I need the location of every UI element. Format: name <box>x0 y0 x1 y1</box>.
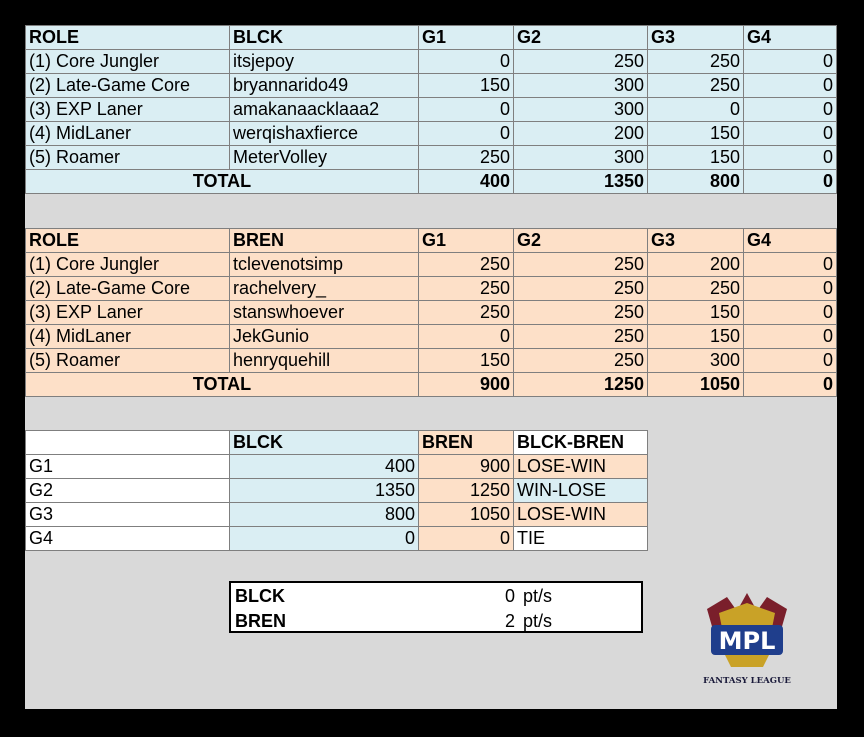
g2-cell: 250 <box>514 50 648 74</box>
blck-score-cell: 400 <box>230 455 419 479</box>
table-row <box>26 50 837 74</box>
role-cell: (4) MidLaner <box>26 325 230 349</box>
g3-cell: 150 <box>648 301 744 325</box>
logo-caption-text: FANTASY LEAGUE <box>703 676 791 686</box>
total-g4: 0 <box>744 373 837 397</box>
g3-cell: 0 <box>648 98 744 122</box>
role-cell: (2) Late-Game Core <box>26 74 230 98</box>
header-g4: G4 <box>744 26 837 50</box>
header-team: BLCK <box>230 26 419 50</box>
header-g1: G1 <box>419 229 514 253</box>
g1-cell: 150 <box>419 74 514 98</box>
g4-cell: 0 <box>744 122 837 146</box>
table-row <box>26 325 837 349</box>
comparison-row <box>26 527 648 551</box>
header-g3: G3 <box>648 229 744 253</box>
logo-base-icon <box>725 655 769 667</box>
blck-score-cell: 0 <box>230 527 419 551</box>
g4-cell: 0 <box>744 349 837 373</box>
points-summary-box <box>229 581 643 633</box>
comparison-row <box>26 455 648 479</box>
blck-score-cell: 800 <box>230 503 419 527</box>
g4-cell: 0 <box>744 253 837 277</box>
player-cell: JekGunio <box>230 325 419 349</box>
role-cell: (4) MidLaner <box>26 122 230 146</box>
comparison-row <box>26 503 648 527</box>
game-cell: G1 <box>26 455 230 479</box>
g1-cell: 250 <box>419 277 514 301</box>
table-header-row <box>26 26 837 50</box>
comparison-header-bren: BREN <box>419 431 514 455</box>
bren-score-cell: 0 <box>419 527 514 551</box>
player-cell: amakanaacklaaa2 <box>230 98 419 122</box>
table-row <box>26 301 837 325</box>
result-cell: WIN-LOSE <box>514 479 648 503</box>
table-row <box>26 349 837 373</box>
g3-cell: 250 <box>648 277 744 301</box>
g2-cell: 300 <box>514 74 648 98</box>
bren-score-cell: 1250 <box>419 479 514 503</box>
header-g2: G2 <box>514 26 648 50</box>
player-cell: henryquehill <box>230 349 419 373</box>
mpl-fantasy-league-logo-icon <box>697 589 797 689</box>
g2-cell: 250 <box>514 349 648 373</box>
header-g2: G2 <box>514 229 648 253</box>
role-cell: (1) Core Jungler <box>26 253 230 277</box>
points-row-blck <box>235 583 635 609</box>
table-row <box>26 98 837 122</box>
g3-cell: 250 <box>648 74 744 98</box>
g4-cell: 0 <box>744 98 837 122</box>
blck-roster-table <box>25 25 837 194</box>
g3-cell: 150 <box>648 122 744 146</box>
g1-cell: 0 <box>419 98 514 122</box>
total-row <box>26 373 837 397</box>
g4-cell: 0 <box>744 50 837 74</box>
total-g4: 0 <box>744 170 837 194</box>
role-cell: (2) Late-Game Core <box>26 277 230 301</box>
total-g2: 1350 <box>514 170 648 194</box>
g2-cell: 300 <box>514 98 648 122</box>
g4-cell: 0 <box>744 301 837 325</box>
total-g3: 1050 <box>648 373 744 397</box>
player-cell: MeterVolley <box>230 146 419 170</box>
total-label: TOTAL <box>26 373 419 397</box>
bren-score-cell: 1050 <box>419 503 514 527</box>
points-value: 2 <box>504 611 515 631</box>
comparison-header-result: BLCK-BREN <box>514 431 648 455</box>
g1-cell: 0 <box>419 122 514 146</box>
g2-cell: 250 <box>514 253 648 277</box>
game-cell: G4 <box>26 527 230 551</box>
game-cell: G2 <box>26 479 230 503</box>
player-cell: itsjepoy <box>230 50 419 74</box>
player-cell: bryannarido49 <box>230 74 419 98</box>
points-unit: pt/s <box>523 611 553 631</box>
header-g4: G4 <box>744 229 837 253</box>
player-cell: tclevenotsimp <box>230 253 419 277</box>
g1-cell: 0 <box>419 325 514 349</box>
role-cell: (3) EXP Laner <box>26 301 230 325</box>
comparison-header-empty <box>26 431 230 455</box>
total-g1: 400 <box>419 170 514 194</box>
points-row-bren <box>235 608 635 634</box>
g4-cell: 0 <box>744 74 837 98</box>
g4-cell: 0 <box>744 146 837 170</box>
comparison-header-row <box>26 431 648 455</box>
table-header-row <box>26 229 837 253</box>
header-role: ROLE <box>26 26 230 50</box>
g1-cell: 250 <box>419 301 514 325</box>
result-cell: LOSE-WIN <box>514 455 648 479</box>
header-role: ROLE <box>26 229 230 253</box>
player-cell: werqishaxfierce <box>230 122 419 146</box>
table-row <box>26 74 837 98</box>
comparison-table <box>25 430 648 551</box>
g2-cell: 300 <box>514 146 648 170</box>
total-g3: 800 <box>648 170 744 194</box>
table-row <box>26 253 837 277</box>
g2-cell: 200 <box>514 122 648 146</box>
total-g2: 1250 <box>514 373 648 397</box>
logo-mpl-text: MPL <box>718 627 776 655</box>
bren-roster-table <box>25 228 837 397</box>
g3-cell: 150 <box>648 146 744 170</box>
header-g1: G1 <box>419 26 514 50</box>
blck-score-cell: 1350 <box>230 479 419 503</box>
g1-cell: 250 <box>419 253 514 277</box>
total-g1: 900 <box>419 373 514 397</box>
g3-cell: 200 <box>648 253 744 277</box>
points-unit: pt/s <box>523 586 553 606</box>
comparison-row <box>26 479 648 503</box>
table-row <box>26 146 837 170</box>
table-row <box>26 122 837 146</box>
g2-cell: 250 <box>514 325 648 349</box>
total-row <box>26 170 837 194</box>
result-cell: LOSE-WIN <box>514 503 648 527</box>
role-cell: (3) EXP Laner <box>26 98 230 122</box>
g4-cell: 0 <box>744 277 837 301</box>
bren-score-cell: 900 <box>419 455 514 479</box>
g4-cell: 0 <box>744 325 837 349</box>
role-cell: (5) Roamer <box>26 146 230 170</box>
header-g3: G3 <box>648 26 744 50</box>
g3-cell: 300 <box>648 349 744 373</box>
points-team: BLCK <box>235 586 285 606</box>
role-cell: (1) Core Jungler <box>26 50 230 74</box>
g2-cell: 250 <box>514 277 648 301</box>
total-label: TOTAL <box>26 170 419 194</box>
spreadsheet <box>25 25 837 709</box>
points-team: BREN <box>235 611 287 631</box>
game-cell: G3 <box>26 503 230 527</box>
player-cell: rachelvery_ <box>230 277 419 301</box>
role-cell: (5) Roamer <box>26 349 230 373</box>
g2-cell: 250 <box>514 301 648 325</box>
g3-cell: 150 <box>648 325 744 349</box>
g1-cell: 0 <box>419 50 514 74</box>
comparison-header-blck: BLCK <box>230 431 419 455</box>
player-cell: stanswhoever <box>230 301 419 325</box>
points-value: 0 <box>504 586 515 606</box>
result-cell: TIE <box>514 527 648 551</box>
g1-cell: 150 <box>419 349 514 373</box>
g1-cell: 250 <box>419 146 514 170</box>
g3-cell: 250 <box>648 50 744 74</box>
table-row <box>26 277 837 301</box>
header-team: BREN <box>230 229 419 253</box>
